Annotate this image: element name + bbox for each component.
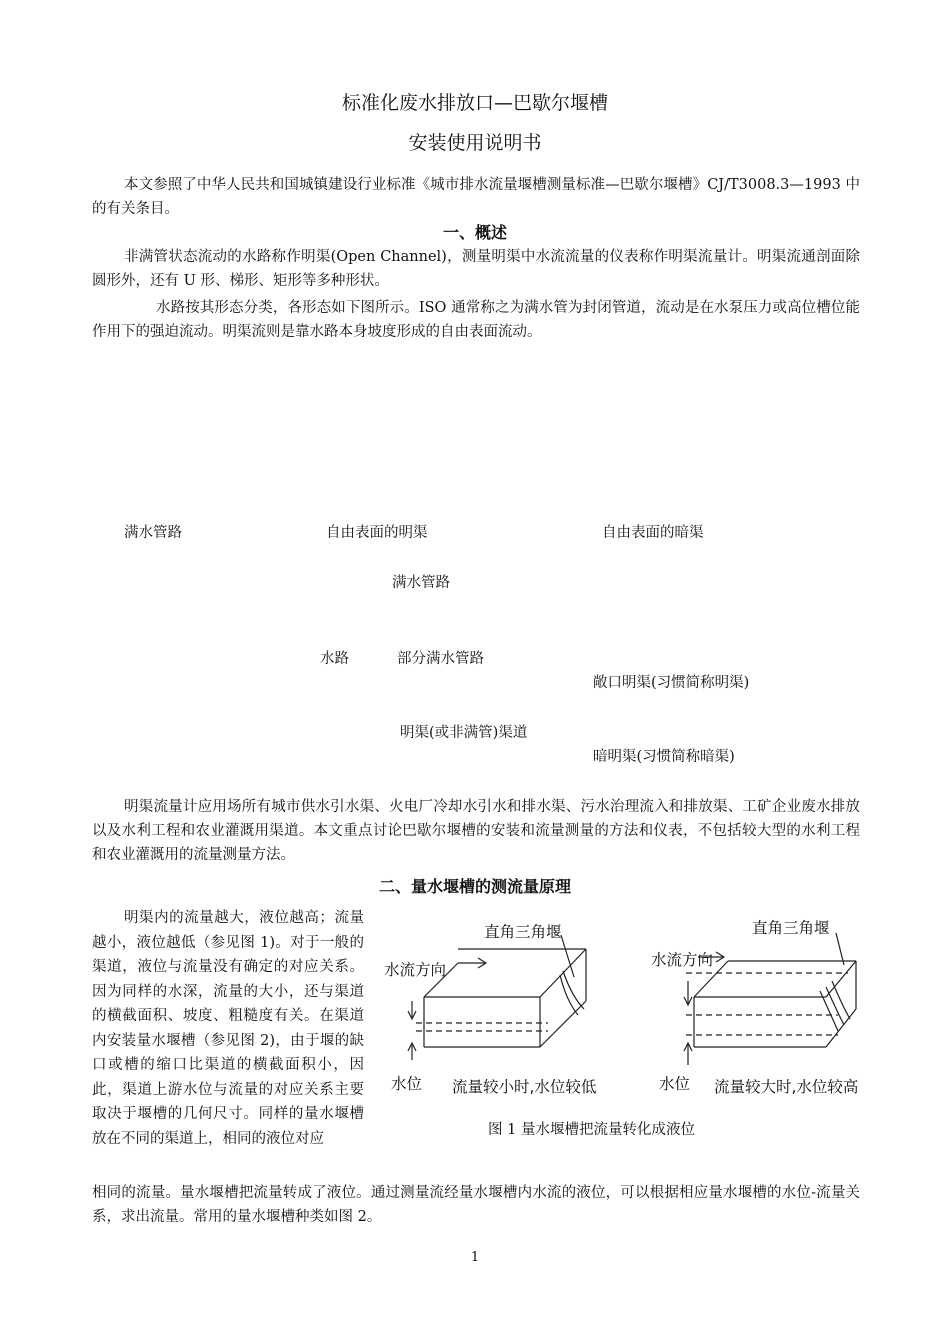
figure-1-caption: 图 1 量水堰槽把流量转化成液位 — [488, 1122, 695, 1138]
figure-1-right-level-label: 水位 — [659, 1075, 691, 1093]
label-closed-free-surface: 自由表面的暗渠 — [602, 525, 704, 541]
figure-1-left-level-label: 水位 — [391, 1075, 423, 1093]
label-waterway: 水路 — [320, 651, 349, 667]
label-open-free-surface: 自由表面的明渠 — [326, 525, 428, 541]
figure-1-left-flow-direction: 水流方向 — [384, 961, 447, 979]
label-open-or-nonfull: 明渠(或非满管)渠道 — [400, 725, 528, 741]
section-2-heading: 二、量水堰槽的测流量原理 — [378, 877, 571, 896]
section-1-paragraph-3: 明渠流量计应用场所有城市供水引水渠、火电厂冷却水引水和排水渠、污水治理流入和排放渠、工矿企业废水排放以及水利工程和农业灌溉用渠道。本文重点讨论巴歇尔堰槽的安装和流量测量的方法和仪表，不包括较大型的水利工程和农业灌溉用的流量测量方法。 — [92, 799, 860, 863]
label-full-pipe: 满水管路 — [124, 525, 182, 541]
label-full-pipe-branch: 满水管路 — [392, 575, 450, 591]
section-2-side-text: 明渠内的流量越大，液位越高；流量越小，液位越低（参见图 1)。对于一般的渠道，液位与流量没有确定的对应关系。因为同样的水深，流量的大小，还与渠道的横截面积、坡度、粗糙度有关。在渠道内安装量水堰槽（参见图 2)，由于堰的缺口或槽的缩口比渠道的横截面积小，因此，渠道上游水位与流量的对应关系主要取决于堰槽的几何尺寸。同样的量水堰槽放在不同的渠道上，相同的液位对应 — [92, 910, 364, 1147]
intro-paragraph: 本文参照了中华人民共和国城镇建设行业标准《城市排水流量堰槽测量标准—巴歇尔堰槽》CJ/T3008.3—1993 中的有关条目。 — [92, 177, 860, 217]
section-1-paragraph-1: 非满管状态流动的水路称作明渠(Open Channel)，测量明渠中水流流量的仪表称作明渠流量计。明渠流通剖面除圆形外，还有 U 形、梯形、矩形等多种形状。 — [92, 249, 860, 289]
document-subtitle: 安装使用说明书 — [408, 132, 542, 154]
figure-1-right-flow-direction: 水流方向 — [651, 951, 714, 969]
section-1-heading: 一、概述 — [442, 223, 507, 242]
label-partial-pipe: 部分满水管路 — [397, 651, 484, 667]
figure-1-left-weir-label: 直角三角堰 — [484, 923, 562, 941]
figure-1-left-caption: 流量较小时,水位较低 — [452, 1078, 597, 1096]
figure-1-left-channel — [408, 935, 586, 1060]
section-1-paragraph-2: 水路按其形态分类，各形态如下图所示。ISO 通常称之为满水管为封闭管道，流动是在水泵压力或高位槽位能作用下的强迫流动。明渠流则是靠水路本身坡度形成的自由表面流动。 — [92, 300, 860, 340]
document-title: 标准化废水排放口—巴歇尔堰槽 — [341, 92, 608, 114]
label-open-channel: 敞口明渠(习惯简称明渠) — [593, 675, 750, 691]
figure-1-right-caption: 流量较大时,水位较高 — [714, 1078, 859, 1096]
label-covered-channel: 暗明渠(习惯简称暗渠) — [593, 749, 735, 765]
page-number: 1 — [470, 1250, 480, 1265]
figure-1-right-weir-label: 直角三角堰 — [752, 919, 830, 937]
section-2-continuation: 相同的流量。量水堰槽把流量转成了液位。通过测量流经量水堰槽内水流的液位，可以根据相应量水堰槽的水位-流量关系，求出流量。常用的量水堰槽种类如图 2。 — [92, 1185, 860, 1225]
